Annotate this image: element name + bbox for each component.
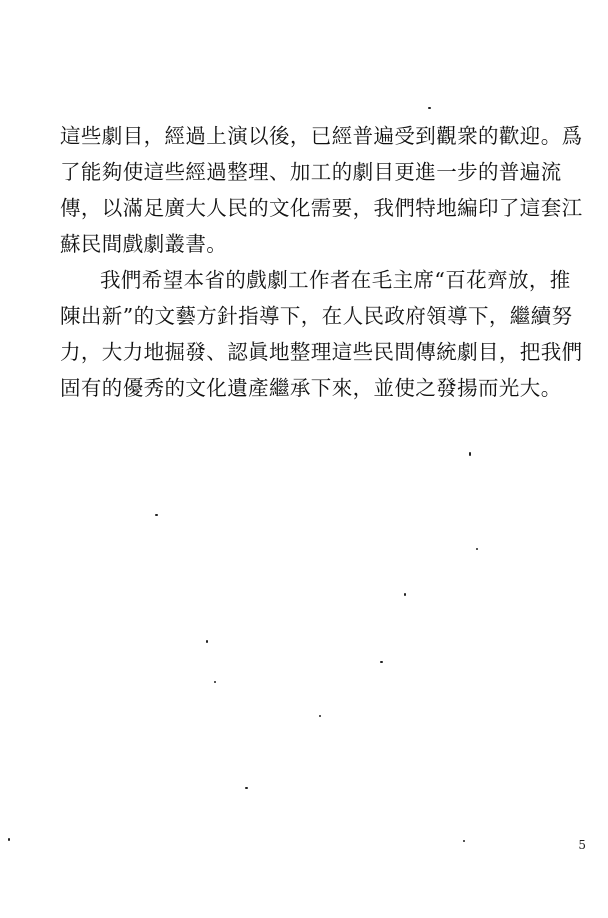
text-line: 了能夠使這些經過整理、加工的劇目更進一步的普遍流 (60, 160, 562, 184)
page-number: 5 (578, 838, 586, 852)
text-line: 力，大力地掘發、認眞地整理這些民間傳統劇目，把我們 (60, 340, 583, 364)
text-line: 傳，以滿足廣大人民的文化需要，我們特地編印了這套江 (60, 196, 583, 220)
scan-speck (463, 840, 465, 842)
scan-speck (245, 787, 248, 789)
scan-speck (214, 681, 216, 683)
paragraph-2 (60, 262, 590, 406)
scan-speck (206, 640, 208, 643)
scan-speck (428, 107, 431, 109)
text-line: 我們希望本省的戲劇工作者在毛主席“百花齊放，推 (100, 268, 571, 292)
text-line: 陳出新”的文藝方針指導下，在人民政府領導下，繼續努 (60, 304, 573, 328)
scan-speck (476, 548, 478, 550)
scan-speck (404, 593, 406, 596)
text-line: 固有的優秀的文化遺產繼承下來，並使之發揚而光大。 (60, 376, 562, 400)
text-line: 這些劇目，經過上演以後，已經普遍受到觀衆的歡迎。爲 (60, 124, 583, 148)
body-text (60, 118, 590, 406)
scan-speck (155, 514, 158, 516)
paragraph-1 (60, 118, 590, 262)
scan-speck (8, 838, 10, 841)
text-line: 蘇民間戲劇叢書。 (60, 232, 228, 256)
scan-speck (319, 715, 321, 717)
scan-speck (469, 452, 471, 456)
scan-speck (380, 661, 383, 663)
